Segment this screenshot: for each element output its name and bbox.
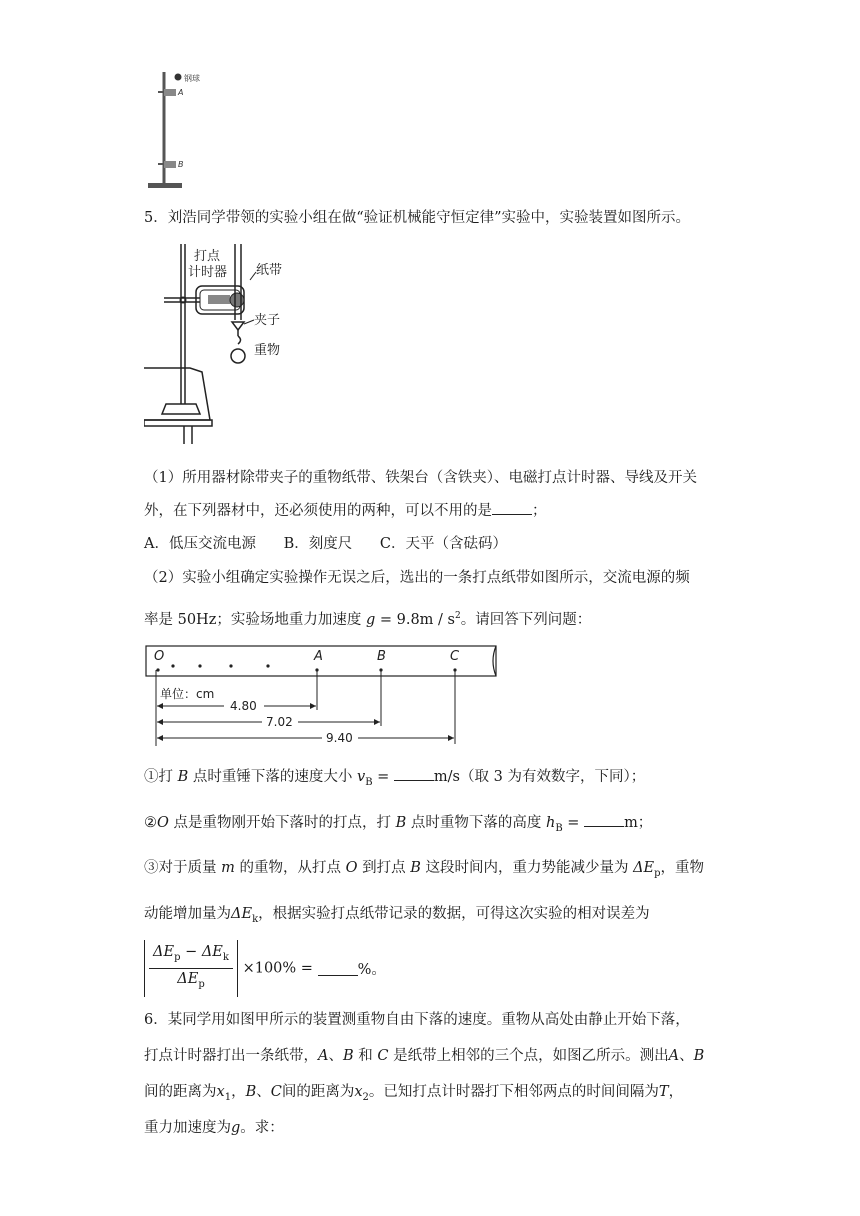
answer-blank-error[interactable] [318,961,358,976]
distance-oa-label: 4.80 [230,699,257,713]
tape-dot [198,664,201,667]
steel-ball-icon [175,74,182,81]
figure-paper-tape [144,644,500,748]
delta-ep-symbol: ΔE [633,860,655,876]
q5-sub1: ①打 B 点时重锤下落的速度大小 $v_B = m/s$（取 3 为有效数字，下同）； [144,766,645,793]
q5-sub3-line1: ③对于质量 m 的重物，从打点 O 到打点 B 这段时间内，重力势能减少量为 $\Delta E_p$，重物 [144,860,705,879]
gravity-symbol: g [365,611,376,628]
clip-icon [232,322,244,330]
velocity-symbol: v [356,769,366,785]
q5-options: A．低压交流电源 B．刻度尺 C．天平（含砝码） [144,536,508,552]
tape-point-a-label: A [314,649,323,664]
figure-steel-ball-apparatus [144,68,224,192]
q5-part1-line2 [144,500,547,521]
photogate-a-icon [164,89,176,96]
q6-line4: 重力加速度为g。求： [144,1120,284,1136]
q5-part2-text-b: 。请回答下列问题： [460,611,592,628]
error-fraction: $\frac{\Delta E_p - \Delta E_k}{\Delta E_p}$ [149,942,233,995]
tape-dot [171,664,174,667]
weight-icon [231,349,245,363]
gate-b-label: B [178,160,184,169]
q5-part2-text-a: 率是 50Hz；实验场地重力加速度 [144,611,362,628]
abs-value-bars [144,940,238,997]
fig-timer-label-1: 打点 [194,249,221,264]
gravity-value: = 9.8m / s [375,611,455,628]
q5-part1-line1: （1）所用器材除带夹子的重物纸带、铁架台（含铁夹）、电磁打点计时器、导线及开关 [144,470,697,486]
fig-weight-label: 重物 [254,343,281,358]
q5-relative-error-formula: $\frac{\Delta E_p - \Delta E_k}{\Delta E_p}$ ×100% = %。 [144,940,386,997]
fig-tape-label: 纸带 [256,263,283,278]
q5-sub2: ②O 点是重物刚开始下落时的打点，打 B 点时重物下落的高度 $h_B = m$； [144,812,652,839]
gate-a-label: A [178,88,184,97]
q5-part2-line2 [144,606,591,630]
q5-part1-end: ； [532,503,547,519]
answer-blank-height[interactable] [584,812,624,827]
fig-timer-label-2: 计时器 [188,265,228,280]
tape-dot [266,664,269,667]
q6-line2: 打点计时器打出一条纸带，A、B 和 C 是纸带上相邻的三个点，如图乙所示。测出A、B [144,1048,705,1064]
photogate-b-icon [164,161,176,168]
delta-ek-symbol: ΔE [231,906,253,922]
distance-ob-label: 7.02 [266,715,293,729]
q5-sub3-line2: 动能增加量为$\Delta E_k$，根据实验打点纸带记录的数据，可得这次实验的相对误差为 [144,906,650,925]
q6-line3: 间的距离为$x_1$，B、C间的距离为$x_2$。已知打点计时器打下相邻两点的时间间隔为T， [144,1084,684,1103]
fig-clip-label: 夹子 [254,313,281,328]
q5-part1-text: 外，在下列器材中，还必须使用的两种，可以不用的是 [144,503,492,519]
q5-stem: 5．刘浩同学带领的实验小组在做“验证机械能守恒定律”实验中，实验装置如图所示。 [144,210,691,226]
tape-point-c-label: C [450,649,460,664]
q6-line1: 6．某同学用如图甲所示的装置测重物自由下落的速度。重物从高处由静止开始下落， [144,1012,690,1028]
tape-dot-o [156,668,159,671]
figure-timer-apparatus [144,244,304,444]
tape-dot [229,664,232,667]
answer-blank-velocity[interactable] [394,766,434,781]
height-symbol: h [545,815,556,831]
gravity-exponent: 2 [454,611,461,621]
tape-point-o-label: O [154,649,165,664]
tape-unit-label: 单位：cm [160,687,215,701]
q5-part2-line1: （2）实验小组确定实验操作无误之后，选出的一条打点纸带如图所示，交流电源的频 [144,570,690,586]
ball-label: 钢球 [184,74,200,83]
distance-oc-label: 9.40 [326,731,353,745]
answer-blank-1[interactable] [492,500,532,515]
tape-point-b-label: B [377,649,386,664]
